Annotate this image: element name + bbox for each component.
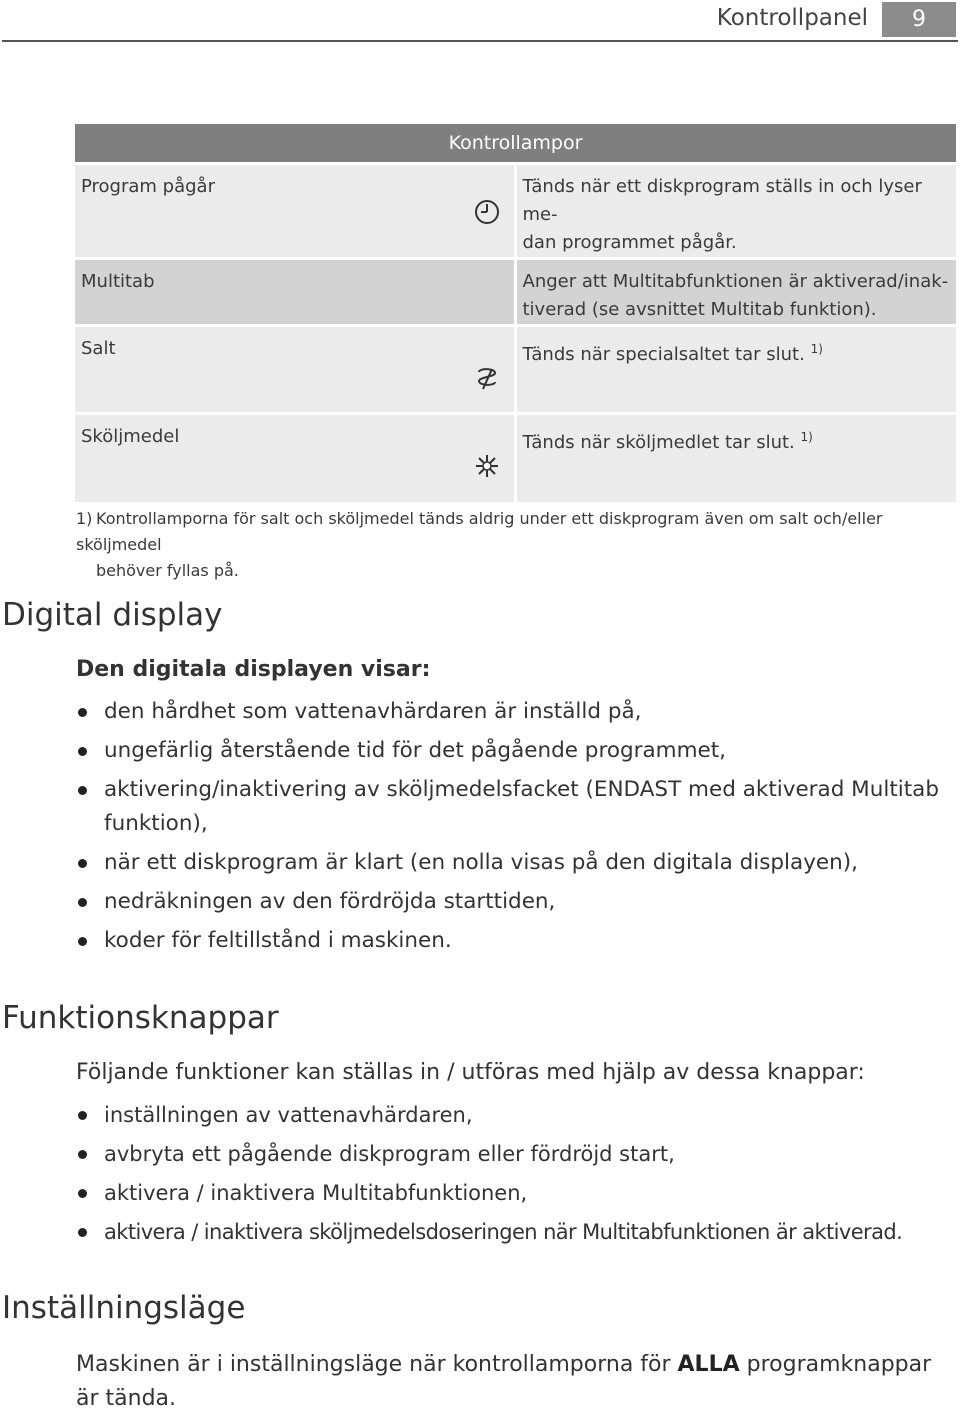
salt-icon: [474, 365, 500, 393]
list-item-text: inställningen av vattenavhärdaren,: [104, 1103, 473, 1127]
list-item: [76, 1176, 960, 1210]
bullet-icon: [78, 747, 87, 756]
page-number: 9: [882, 2, 956, 37]
setting-mode-emphasis: ALLA: [677, 1352, 740, 1377]
description-line: dan programmet pågår.: [522, 232, 737, 253]
table-heading: Kontrollampor: [75, 124, 956, 164]
list-item-text: aktivera / inaktivera Multitabfunktionen,: [104, 1181, 528, 1205]
lamp-description: [515, 326, 956, 414]
table-row: [75, 414, 956, 504]
list-item-text: aktivering/inaktivering av sköljmedelsfacket (ENDAST med aktiverad Multitab funktion),: [104, 777, 939, 836]
setting-mode-text-part: programknappar är tända.: [76, 1352, 932, 1411]
table-row: [75, 259, 956, 326]
footnote-ref: 1): [800, 430, 813, 444]
list-item: [76, 1215, 960, 1249]
page-header: [0, 0, 960, 42]
clock-icon: [474, 199, 500, 225]
function-buttons-lead: Följande funktioner kan ställas in / utföras med hjälp av dessa knappar:: [76, 1060, 865, 1085]
list-item: [76, 846, 960, 880]
bullet-icon: [78, 859, 87, 868]
bullet-icon: [78, 786, 87, 795]
list-item-text: ungefärlig återstående tid för det pågående programmet,: [104, 738, 727, 763]
list-item: [76, 924, 960, 958]
lamp-name-cell: [75, 326, 515, 414]
setting-mode-heading: Inställningsläge: [2, 1290, 246, 1326]
table-row: [75, 164, 956, 259]
lamp-description: [515, 164, 956, 259]
lamp-description: [515, 414, 956, 504]
list-item-text: nedräkningen av den fördröjda starttiden,: [104, 889, 556, 914]
description-line: Tänds när sköljmedlet tar slut.: [522, 432, 795, 453]
footnote-number: 1): [76, 509, 93, 528]
list-item: [76, 1137, 960, 1171]
list-item-text: när ett diskprogram är klart (en nolla visas på den digitala displayen),: [104, 850, 858, 875]
bullet-icon: [78, 1228, 87, 1237]
lamp-description: [515, 259, 956, 326]
digital-display-heading: Digital display: [2, 597, 223, 633]
bullet-icon: [78, 1111, 87, 1120]
table-footnote: [76, 506, 960, 584]
setting-mode-text-part: Maskinen är i inställningsläge när kontrollamporna för: [76, 1352, 678, 1377]
digital-display-list: [76, 695, 960, 963]
digital-display-lead: Den digitala displayen visar:: [76, 657, 431, 682]
list-item: [76, 1098, 960, 1132]
lamp-name-cell: [75, 164, 515, 259]
footnote-text: behöver fyllas på.: [96, 561, 239, 580]
footnote-ref: 1): [810, 342, 823, 356]
description-line: Anger att Multitabfunktionen är aktiverad/inak-: [522, 271, 949, 292]
section-title: Kontrollpanel: [716, 5, 868, 31]
list-item-text: den hårdhet som vattenavhärdaren är inställd på,: [104, 699, 642, 724]
lamp-name-cell: [75, 259, 515, 326]
lamp-name: Salt: [81, 338, 116, 359]
list-item: [76, 695, 960, 729]
list-item: [76, 885, 960, 919]
function-buttons-list: [76, 1098, 960, 1254]
list-item-text: avbryta ett pågående diskprogram eller fördröjd start,: [104, 1142, 675, 1166]
lamp-name: Program pågår: [81, 176, 215, 197]
bullet-icon: [78, 1189, 87, 1198]
list-item-text: koder för feltillstånd i maskinen.: [104, 928, 452, 953]
rinse-aid-icon: [474, 453, 500, 479]
table-row: [75, 326, 956, 414]
description-line: tiverad (se avsnittet Multitab funktion).: [522, 299, 877, 320]
function-buttons-heading: Funktionsknappar: [2, 1000, 279, 1036]
list-item: [76, 773, 960, 841]
lamp-name: Sköljmedel: [81, 426, 180, 447]
bullet-icon: [78, 1150, 87, 1159]
description-line: Tänds när specialsaltet tar slut.: [522, 344, 805, 365]
lamp-name-cell: [75, 414, 515, 504]
list-item: [76, 734, 960, 768]
header-rule: [2, 40, 958, 42]
description-line: Tänds när ett diskprogram ställs in och lyser me-: [522, 176, 922, 225]
indicator-lamps-table: [75, 124, 956, 505]
lamp-name: Multitab: [81, 271, 155, 292]
footnote-text: Kontrollamporna för salt och sköljmedel tänds aldrig under ett diskprogram även om salt och/eller sköljmedel: [76, 509, 883, 554]
bullet-icon: [78, 937, 87, 946]
list-item-text: aktivera / inaktivera sköljmedelsdoseringen när Multitabfunktionen är aktiverad.: [104, 1220, 903, 1244]
bullet-icon: [78, 708, 87, 717]
bullet-icon: [78, 898, 87, 907]
setting-mode-text: [76, 1348, 956, 1416]
